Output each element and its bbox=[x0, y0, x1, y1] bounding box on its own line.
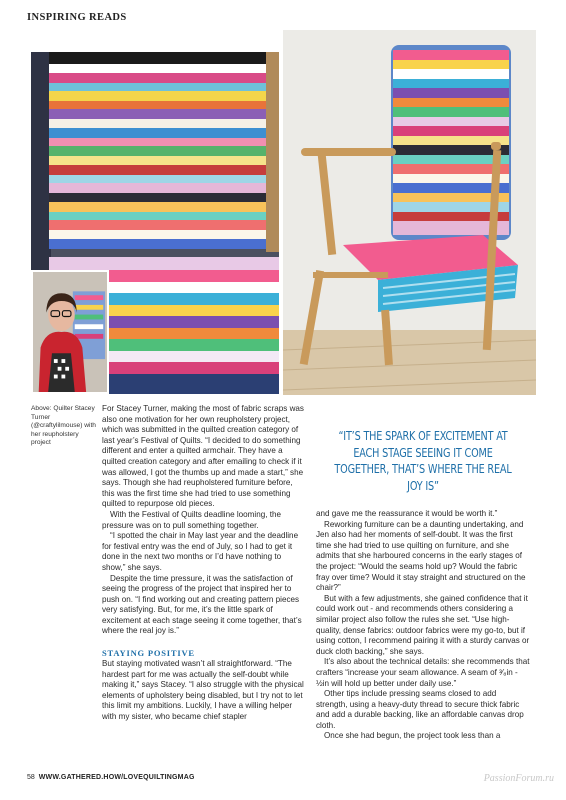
paragraph: Once she had begun, the project took less than a bbox=[324, 731, 501, 741]
paragraph: It’s also about the technical details: she recommends that crafters “increase your seam allowance. A seam of ³⁄₈in - ½in will hold up better under daily use.” bbox=[316, 657, 530, 688]
photo-chair-full bbox=[283, 30, 536, 395]
paragraph: and gave me the reassurance it would be worth it.” bbox=[316, 509, 498, 518]
body-column-1-continued bbox=[102, 659, 304, 723]
paragraph: “I spotted the chair in May last year and the deadline for festival entry was the end of July, so I had to get it done in the next two months or I’d have nothing to show,” she says. bbox=[102, 531, 299, 572]
paragraph: Reworking furniture can be a daunting undertaking, and Jen also had her moments of self-doubt. It was the first time she had tried to use quilting on furniture, and she admits that she harboured concerns in the early stages of the project: “Would the seams hold up? Would the fabric fray over time? Would it stay straight and structured on the chair?” bbox=[316, 519, 526, 593]
watermark: PassionForum.ru bbox=[483, 773, 554, 784]
pull-quote: “IT’S THE SPARK OF EXCITEMENT AT EACH STAGE SEEING IT COME TOGETHER, THAT’S WHERE THE REAL JOY IS” bbox=[334, 428, 512, 493]
paragraph: But with a few adjustments, she gained confidence that it could work out - and recommends others considering a similar project also follow the rules she set. “Use high-quality, dense fabrics: outdoor fabrics were my go-to, but if using cotton, I recommend pairing it with a sturdy canvas or duck cloth backing,” she says. bbox=[316, 593, 530, 656]
page-footer bbox=[27, 774, 195, 781]
paragraph: Other tips include pressing seams closed to add strength, using a heavy-duty thread to secure thick fabric and add a durable backing, like an affordable canvas drop cloth. bbox=[316, 689, 524, 730]
body-column-1 bbox=[102, 404, 304, 637]
paragraph: But staying motivated wasn’t all straightforward. “The hardest part for me was actually the self-doubt while making it,” says Stacey. “I also struggle with the physical elements of upholstery being disabled, but I try not to let this limit my ambitions. Luckily, I have a willing helper with my sister, who became chief stapler bbox=[102, 659, 304, 721]
page-number: 58 bbox=[27, 774, 35, 781]
body-column-2 bbox=[316, 509, 530, 742]
photo-caption: Above: Quilter Stacey Turner (@craftylilmouse) with her reupholstery project bbox=[31, 405, 96, 447]
paragraph: With the Festival of Quilts deadline looming, the pressure was on to pull something together. bbox=[102, 509, 281, 530]
subheading: STAYING POSITIVE bbox=[102, 648, 195, 658]
footer-url[interactable]: WWW.GATHERED.HOW/LOVEQUILTINGMAG bbox=[38, 774, 195, 781]
paragraph: For Stacey Turner, making the most of fabric scraps was also one motivation for her own reupholstery project, which was submitted in the quilted creation category of last year’s Festival of Quilts. “I decided to do something different and enter a quilted armchair. They have a quilted creation category and after emailing to check if it was allowed, I got the thumbs up and made a start,” she says. Though she had reupholstered furniture before, this was the first time she had tried to use something quilted to repurpose old pieces. bbox=[102, 404, 304, 509]
section-label: INSPIRING READS bbox=[27, 12, 127, 23]
paragraph: Despite the time pressure, it was the satisfaction of seeing the progress of the project that inspired her to push on. “I find working out and creating pattern pieces very satisfying. But, for me, it’s the little spark of excitement at each stage seeing it come together, that’s where the real joy is.” bbox=[102, 573, 302, 636]
photo-stacey-portrait bbox=[31, 270, 109, 394]
